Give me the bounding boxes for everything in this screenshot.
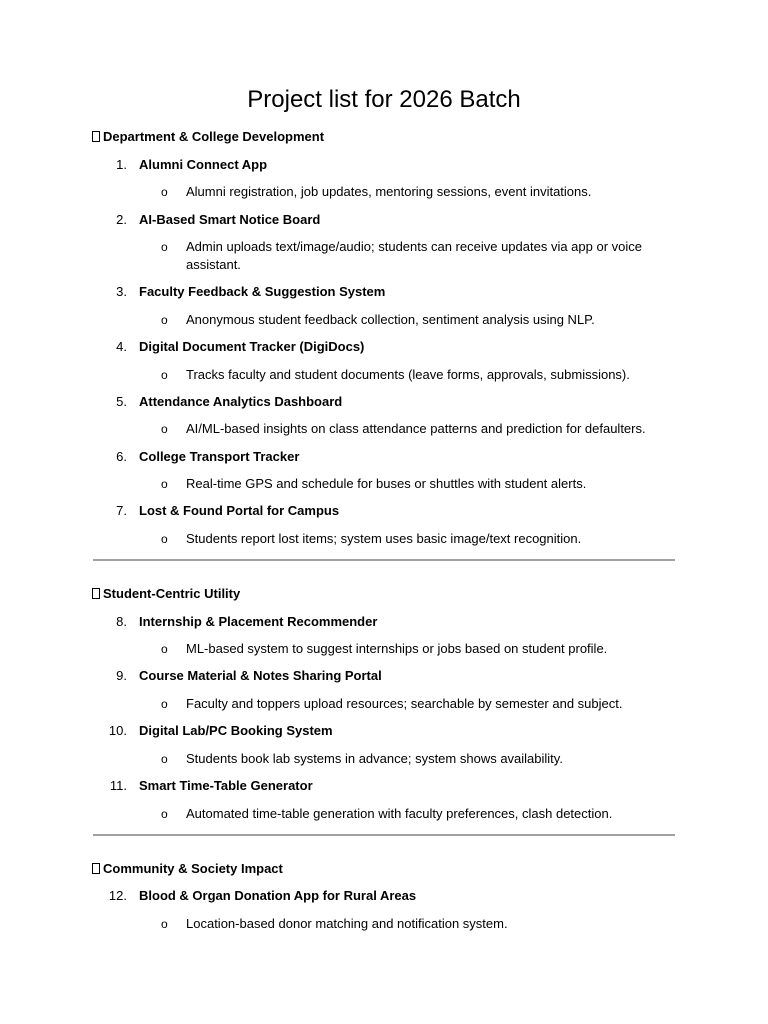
bullet-marker: o [161, 697, 168, 711]
bullet-text: AI/ML-based insights on class attendance patterns and prediction for defaulters. [186, 421, 646, 436]
bullet-text: Anonymous student feedback collection, sentiment analysis using NLP. [186, 312, 595, 327]
bullet-text: Location-based donor matching and notification system. [186, 916, 508, 931]
box-icon [92, 863, 100, 874]
item-number: 2. [116, 212, 127, 227]
section-divider [93, 834, 675, 836]
item-number: 12. [108, 888, 127, 903]
item-number: 5. [116, 394, 127, 409]
bullet-text: Students report lost items; system uses basic image/text recognition. [186, 531, 582, 546]
item-number: 4. [116, 339, 127, 354]
item-title: Digital Lab/PC Booking System [139, 723, 333, 738]
item-title: College Transport Tracker [139, 449, 300, 464]
bullet-text: Admin uploads text/image/audio; students can receive updates via app or voice assistant. [186, 239, 642, 272]
bullet-marker: o [161, 752, 168, 766]
item-number: 7. [116, 503, 127, 518]
box-icon [92, 131, 100, 142]
section-heading-department [92, 129, 324, 144]
item-title: AI-Based Smart Notice Board [139, 212, 321, 227]
bullet-marker: o [161, 185, 168, 199]
box-icon [92, 588, 100, 599]
item-title: Attendance Analytics Dashboard [139, 394, 343, 409]
bullet-marker: o [161, 532, 168, 546]
section-heading-student [92, 586, 240, 601]
item-number: 10. [108, 723, 127, 738]
section-divider [93, 559, 675, 561]
item-title: Blood & Organ Donation App for Rural Areas [139, 888, 417, 903]
section-heading-label: Student-Centric Utility [103, 586, 241, 601]
bullet-marker: o [161, 240, 168, 254]
bullet-marker: o [161, 917, 168, 931]
bullet-text: Tracks faculty and student documents (leave forms, approvals, submissions). [186, 367, 630, 382]
item-number: 3. [116, 284, 127, 299]
bullet-text: Students book lab systems in advance; system shows availability. [186, 751, 563, 766]
bullet-marker: o [161, 313, 168, 327]
item-number: 1. [116, 157, 127, 172]
item-title: Internship & Placement Recommender [139, 614, 378, 629]
item-number: 9. [116, 668, 127, 683]
bullet-text: Automated time-table generation with faculty preferences, clash detection. [186, 806, 613, 821]
item-title: Course Material & Notes Sharing Portal [139, 668, 382, 683]
bullet-marker: o [161, 477, 168, 491]
bullet-marker: o [161, 422, 168, 436]
bullet-marker: o [161, 368, 168, 382]
bullet-text: Alumni registration, job updates, mentoring sessions, event invitations. [186, 184, 592, 199]
item-title: Alumni Connect App [139, 157, 268, 172]
section-heading-community [92, 861, 283, 876]
item-number: 8. [116, 614, 127, 629]
item-title: Digital Document Tracker (DigiDocs) [139, 339, 365, 354]
bullet-text: Real-time GPS and schedule for buses or shuttles with student alerts. [186, 476, 587, 491]
section-heading-label: Community & Society Impact [103, 861, 283, 876]
page-title: Project list for 2026 Batch [247, 86, 521, 113]
section-heading-label: Department & College Development [103, 129, 325, 144]
item-title: Faculty Feedback & Suggestion System [139, 284, 386, 299]
bullet-marker: o [161, 642, 168, 656]
bullet-text: Faculty and toppers upload resources; searchable by semester and subject. [186, 696, 623, 711]
bullet-text: ML-based system to suggest internships or jobs based on student profile. [186, 641, 608, 656]
item-number: 11. [109, 778, 127, 793]
item-number: 6. [116, 449, 127, 464]
item-title: Smart Time-Table Generator [139, 778, 313, 793]
bullet-marker: o [161, 807, 168, 821]
item-title: Lost & Found Portal for Campus [139, 503, 340, 518]
